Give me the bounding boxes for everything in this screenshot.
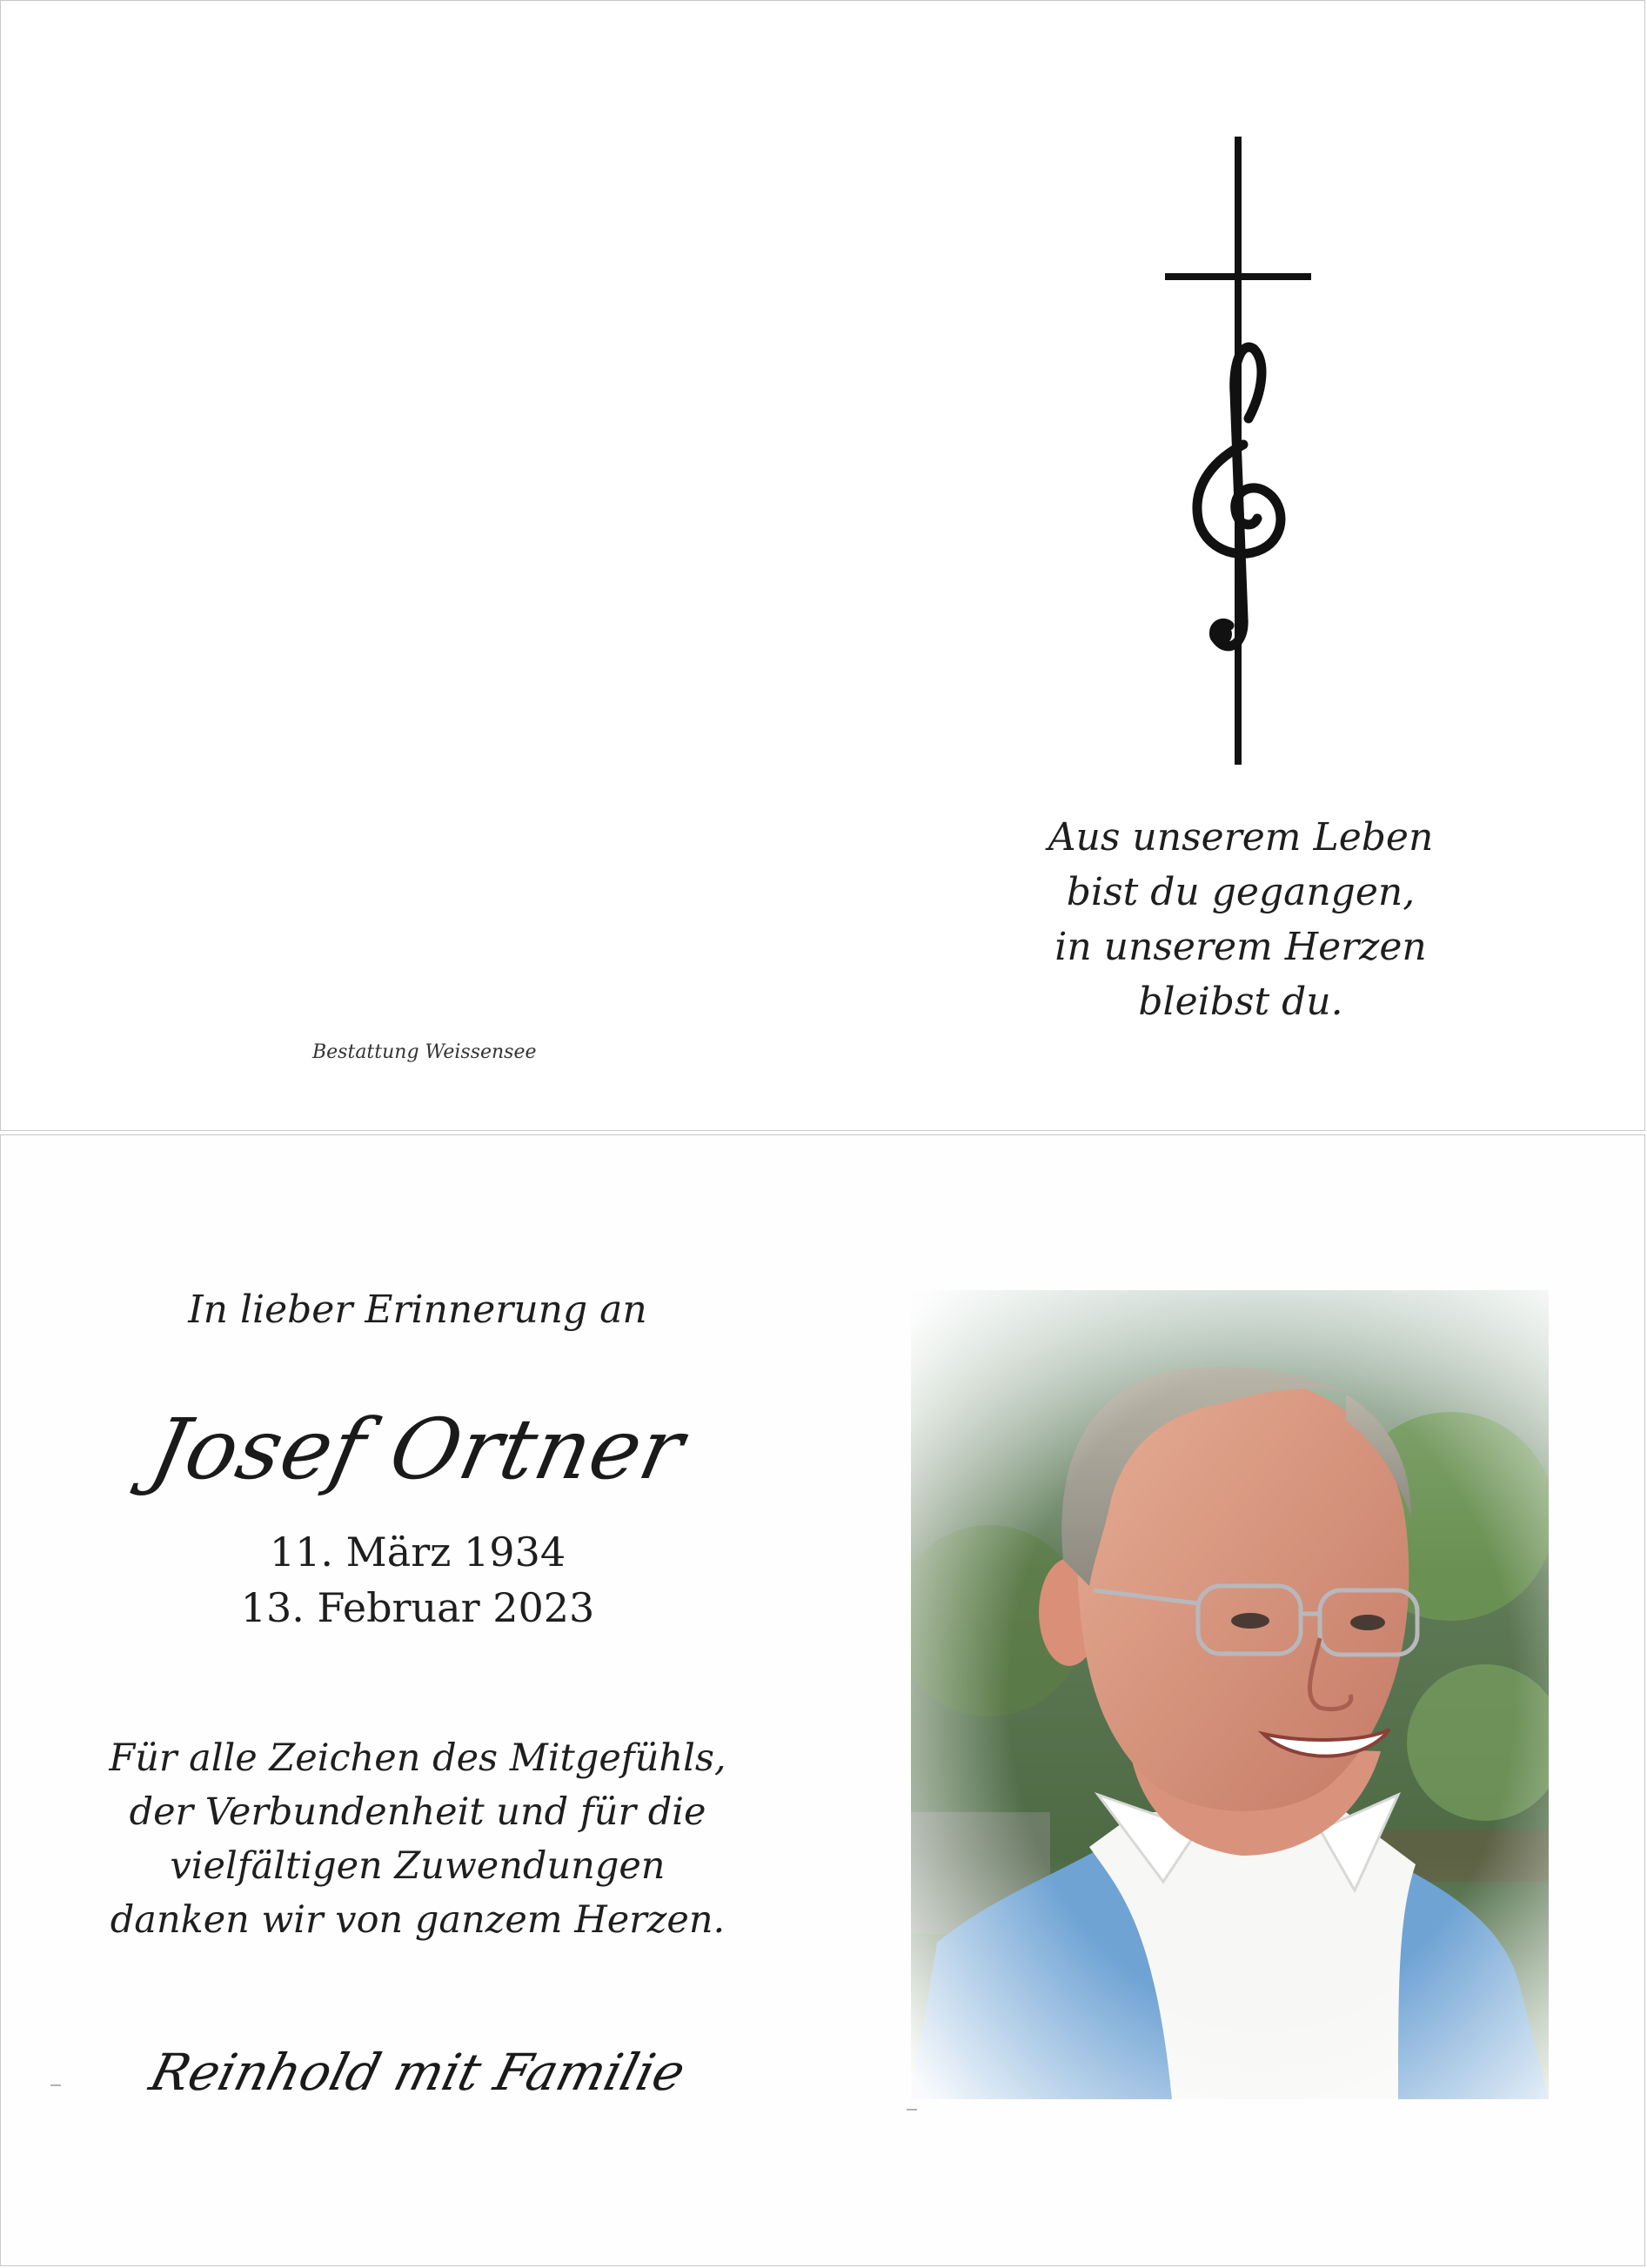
thanks-line: Für alle Zeichen des Mitgefühls, — [109, 1736, 726, 1780]
poem-line: bist du gegangen, — [1066, 870, 1416, 914]
crop-mark — [50, 2084, 61, 2086]
birth-date: 11. März 1934 — [269, 1529, 566, 1576]
poem — [958, 810, 1523, 1029]
memory-intro: In lieber Erinnerung an — [188, 1288, 647, 1332]
cross-with-treble-clef-icon — [1158, 131, 1315, 771]
front-card — [0, 0, 1645, 1131]
crop-mark — [907, 2109, 917, 2111]
death-date: 13. Februar 2023 — [240, 1584, 595, 1631]
family-signature: Reinhold mit Familie — [144, 2043, 692, 2102]
thanks-text — [0, 1731, 835, 1947]
funeral-home-label: Bestattung Weissensee — [312, 1041, 537, 1063]
deceased-name: Josef Ortner — [143, 1401, 693, 1498]
portrait-illustration — [911, 1290, 1549, 2099]
poem-line: Aus unserem Leben — [1048, 815, 1434, 860]
thanks-line: vielfältigen Zuwendungen — [170, 1844, 666, 1888]
thanks-line: danken wir von ganzem Herzen. — [110, 1898, 726, 1942]
poem-line: bleibst du. — [1138, 980, 1343, 1024]
thanks-line: der Verbundenheit und für die — [129, 1790, 706, 1834]
life-dates — [0, 1524, 835, 1636]
poem-line: in unserem Herzen — [1054, 925, 1427, 969]
portrait-photo — [911, 1290, 1549, 2099]
